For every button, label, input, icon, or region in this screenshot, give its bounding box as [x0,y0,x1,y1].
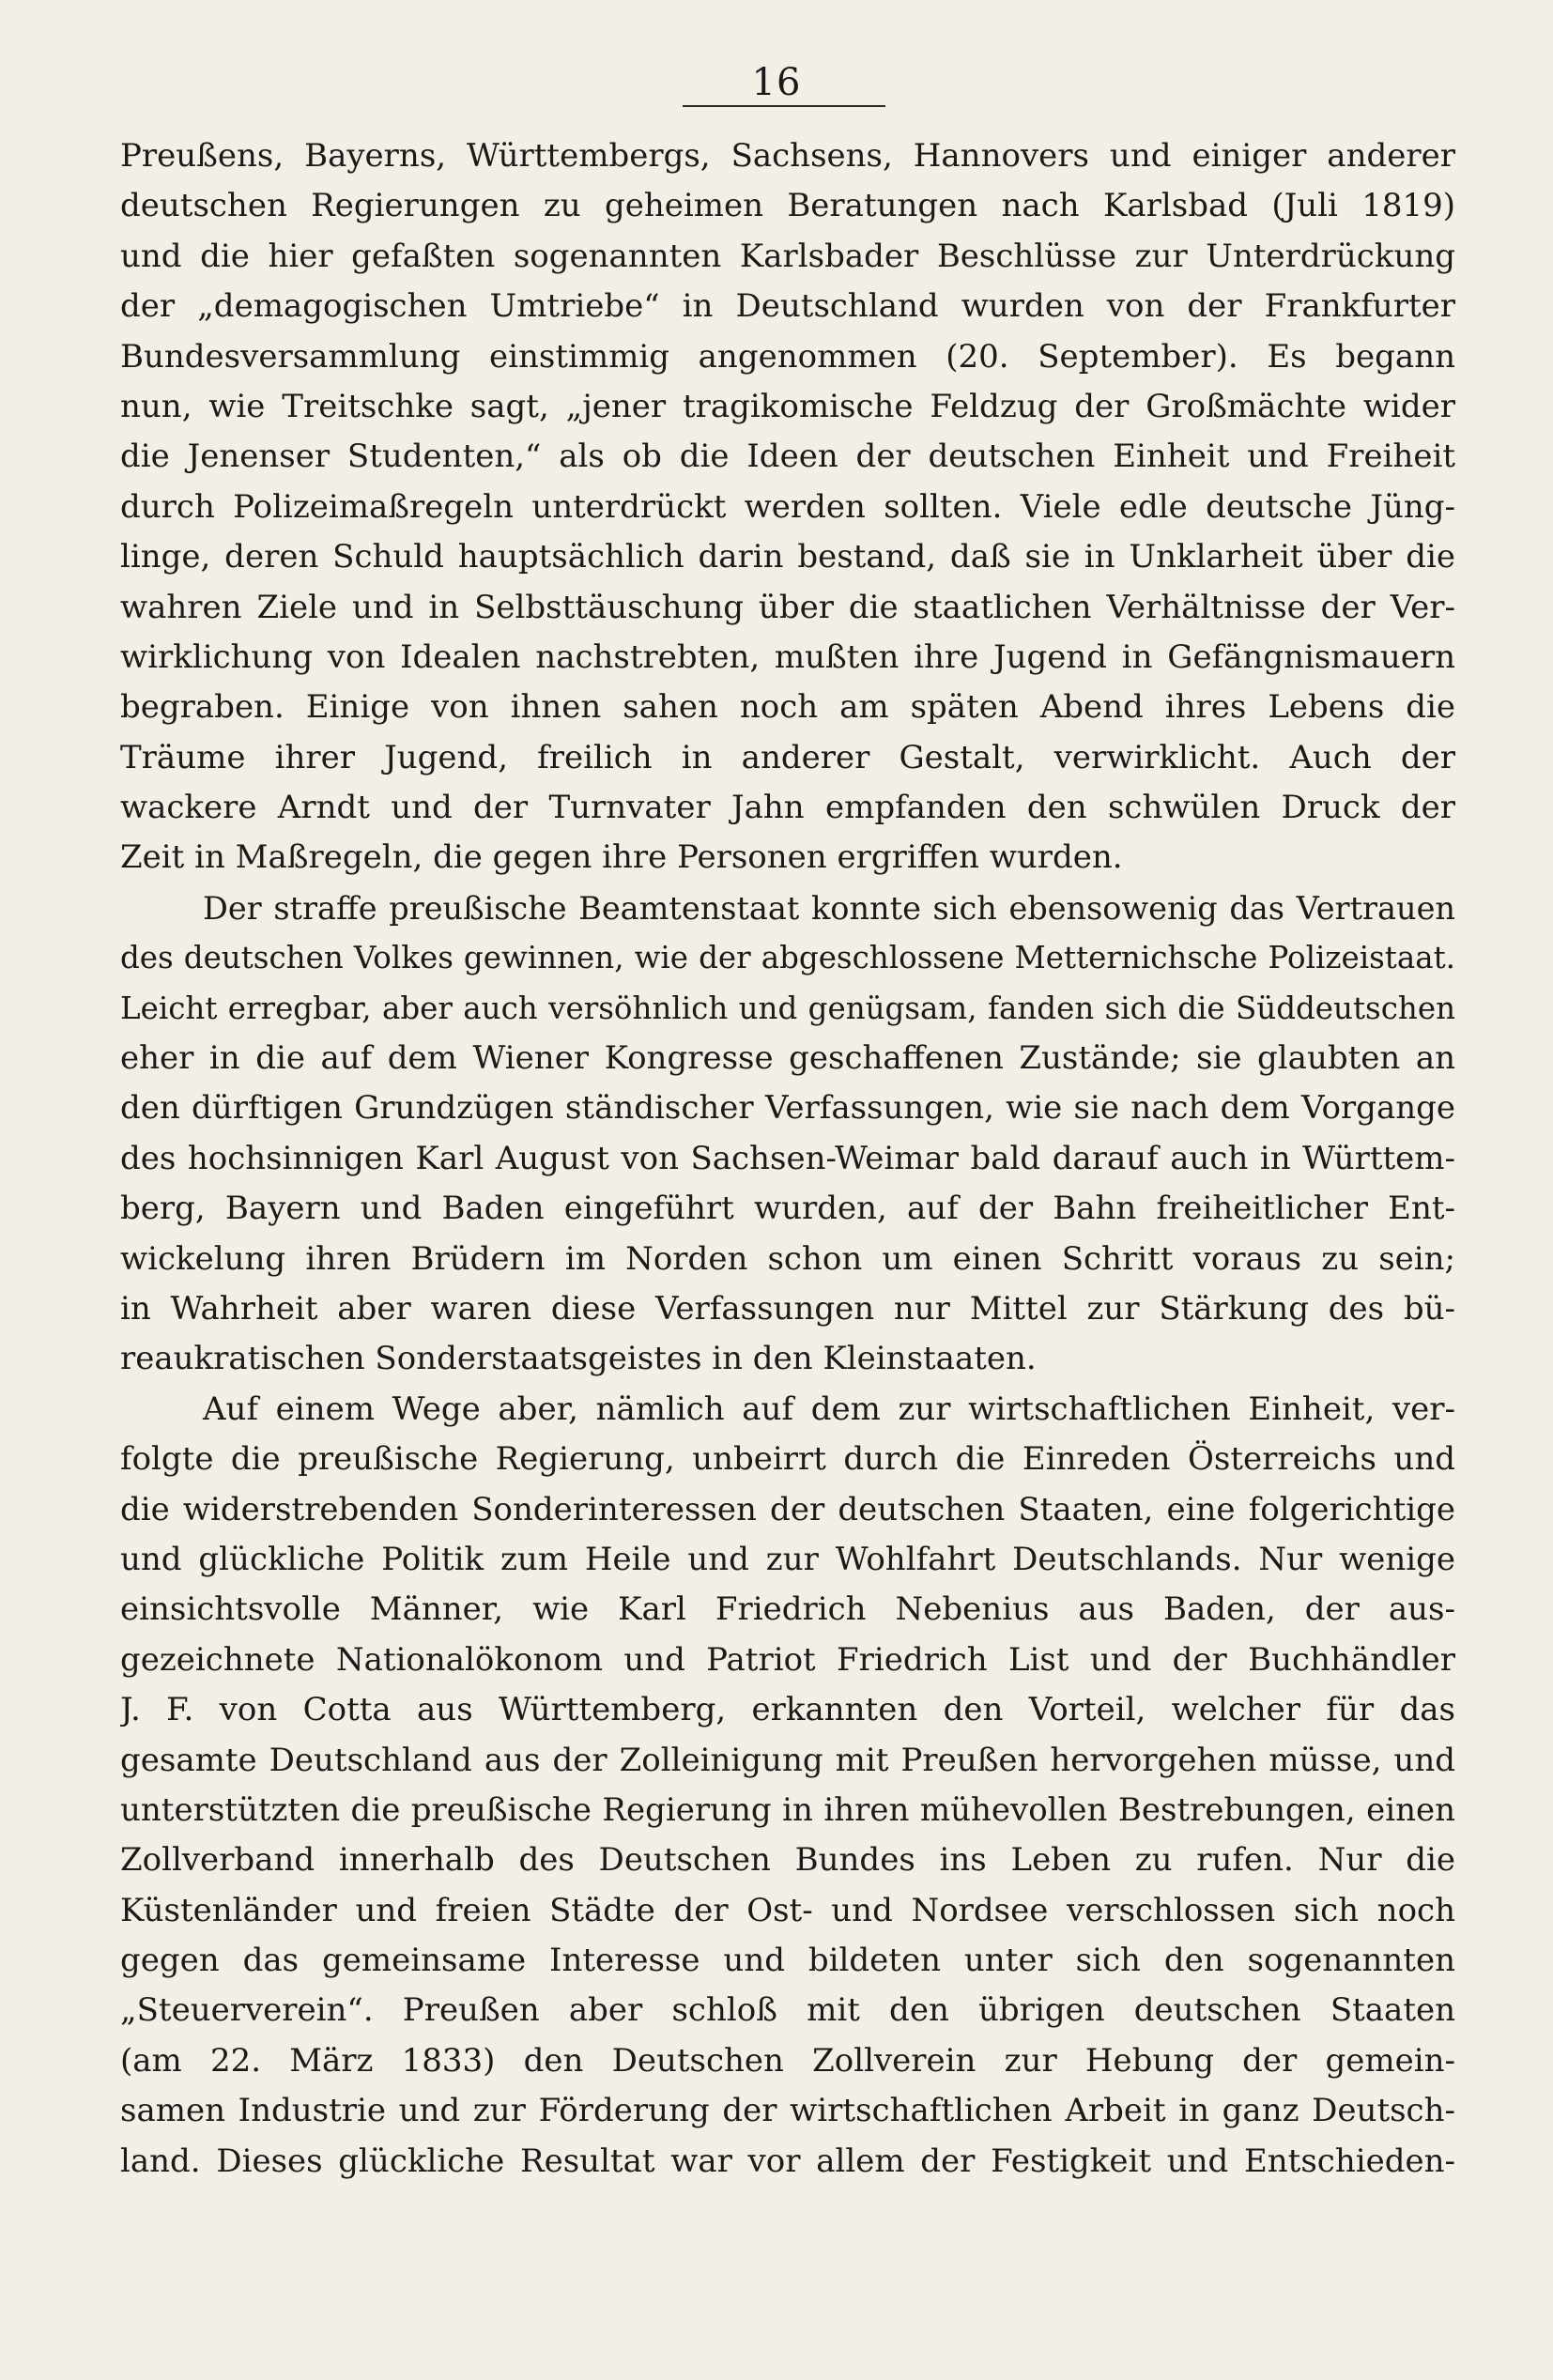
text-line: berg, Bayern und Baden eingeführt wurden, auf der Bahn freiheitlicher Ent- [120,1190,1455,1228]
text-line: Leicht erregbar, aber auch versöhnlich und genügsam, fanden sich die Süddeutschen [120,990,1455,1026]
paragraph-3 [120,1385,1455,2187]
text-line: die Jenenser Studenten,“ als ob die Ideen der deutschen Einheit und Freiheit [120,438,1455,476]
text-line: reaukratischen Sonderstaatsgeistes in den Kleinstaaten. [120,1340,1037,1378]
text-line: Preußens, Bayerns, Württembergs, Sachsens, Hannovers und einiger anderer [120,137,1455,175]
text-line: gesamte Deutschland aus der Zolleinigung mit Preußen hervorgehen müsse, und [120,1741,1455,1779]
text-line: „Steuerverein“. Preußen aber schloß mit den übrigen deutschen Staaten [120,1991,1455,2030]
text-line: folgte die preußische Regierung, unbeirrt durch die Einreden Österreichs und [120,1440,1455,1479]
text-line: nun, wie Treitschke sagt, „jener tragikomische Feldzug der Großmächte wider [120,387,1455,425]
body-text [120,131,1455,2187]
text-line: samen Industrie und zur Förderung der wirtschaftlichen Arbeit in ganz Deutsch- [120,2092,1455,2130]
text-line: gezeichnete Nationalökonom und Patriot Friedrich List und der Buchhändler [120,1640,1455,1679]
text-line: Bundesversammlung einstimmig angenommen (20. September). Es begann [120,337,1455,376]
text-line: des deutschen Volkes gewinnen, wie der abgeschlossene Metternichsche Polizeistaat. [120,940,1455,976]
text-line: einsichtsvolle Männer, wie Karl Friedrich Nebenius aus Baden, der aus- [120,1590,1455,1629]
text-line: und glückliche Politik zum Heile und zur Wohlfahrt Deutschlands. Nur wenige [120,1540,1455,1578]
text-line: Zeit in Maßregeln, die gegen ihre Personen ergriffen wurden. [120,838,1123,877]
text-line: (am 22. März 1833) den Deutschen Zollverein zur Hebung der gemein- [120,2041,1455,2080]
text-line: wirklichung von Idealen nachstrebten, mußten ihre Jugend in Gefängnismauern [120,637,1455,676]
text-line: begraben. Einige von ihnen sahen noch am späten Abend ihres Lebens die [120,688,1455,727]
text-line: unterstützten die preußische Regierung in ihren mühevollen Bestrebungen, einen [120,1790,1455,1829]
page-number: 16 [751,61,802,104]
text-line: der „demagogischen Umtriebe“ in Deutschland wurden von der Frankfurter [120,287,1455,326]
text-line: wickelung ihren Brüdern im Norden schon um einen Schritt voraus zu sein; [120,1239,1455,1278]
text-line: des hochsinnigen Karl August von Sachsen-Weimar bald darauf auch in Württem- [120,1139,1455,1177]
text-line: die widerstrebenden Sonderinteressen der deutschen Staaten, eine folgerichtige [120,1490,1455,1528]
header-rule [683,105,885,107]
text-line: deutschen Regierungen zu geheimen Beratungen nach Karlsbad (Juli 1819) [120,187,1455,225]
text-line: Zollverband innerhalb des Deutschen Bundes ins Leben zu rufen. Nur die [120,1841,1455,1880]
text-line: Auf einem Wege aber, nämlich auf dem zur wirtschaftlichen Einheit, ver- [203,1390,1455,1428]
text-line: gegen das gemeinsame Interesse und bildeten unter sich den sogenannten [120,1942,1455,1980]
text-line: in Wahrheit aber waren diese Verfassungen nur Mittel zur Stärkung des bü- [120,1289,1455,1328]
text-line: linge, deren Schuld hauptsächlich darin bestand, daß sie in Unklarheit über die [120,538,1455,576]
text-line: land. Dieses glückliche Resultat war vor allem der Festigkeit und Entschieden- [120,2142,1455,2180]
text-line: eher in die auf dem Wiener Kongresse geschaffenen Zustände; sie glaubten an [120,1039,1455,1078]
text-line: wahren Ziele und in Selbsttäuschung über die staatlichen Verhältnisse der Ver- [120,588,1455,626]
text-line: Küstenländer und freien Städte der Ost- und Nordsee verschlossen sich noch [120,1891,1455,1929]
paragraph-1 [120,131,1455,883]
text-line: und die hier gefaßten sogenannten Karlsbader Beschlüsse zur Unterdrückung [120,237,1455,275]
text-line: wackere Arndt und der Turnvater Jahn empfanden den schwülen Druck der [120,789,1455,827]
text-line: durch Polizeimaßregeln unterdrückt werden sollten. Viele edle deutsche Jüng- [120,487,1455,526]
paragraph-2 [120,883,1455,1385]
text-line: Der straffe preußische Beamtenstaat konnte sich ebensowenig das Vertrauen [203,889,1455,927]
text-line: J. F. von Cotta aus Württemberg, erkannten den Vorteil, welcher für das [120,1691,1455,1729]
text-line: den dürftigen Grundzügen ständischer Verfassungen, wie sie nach dem Vorgange [120,1089,1455,1128]
text-line: Träume ihrer Jugend, freilich in anderer Gestalt, verwirklicht. Auch der [120,738,1455,776]
